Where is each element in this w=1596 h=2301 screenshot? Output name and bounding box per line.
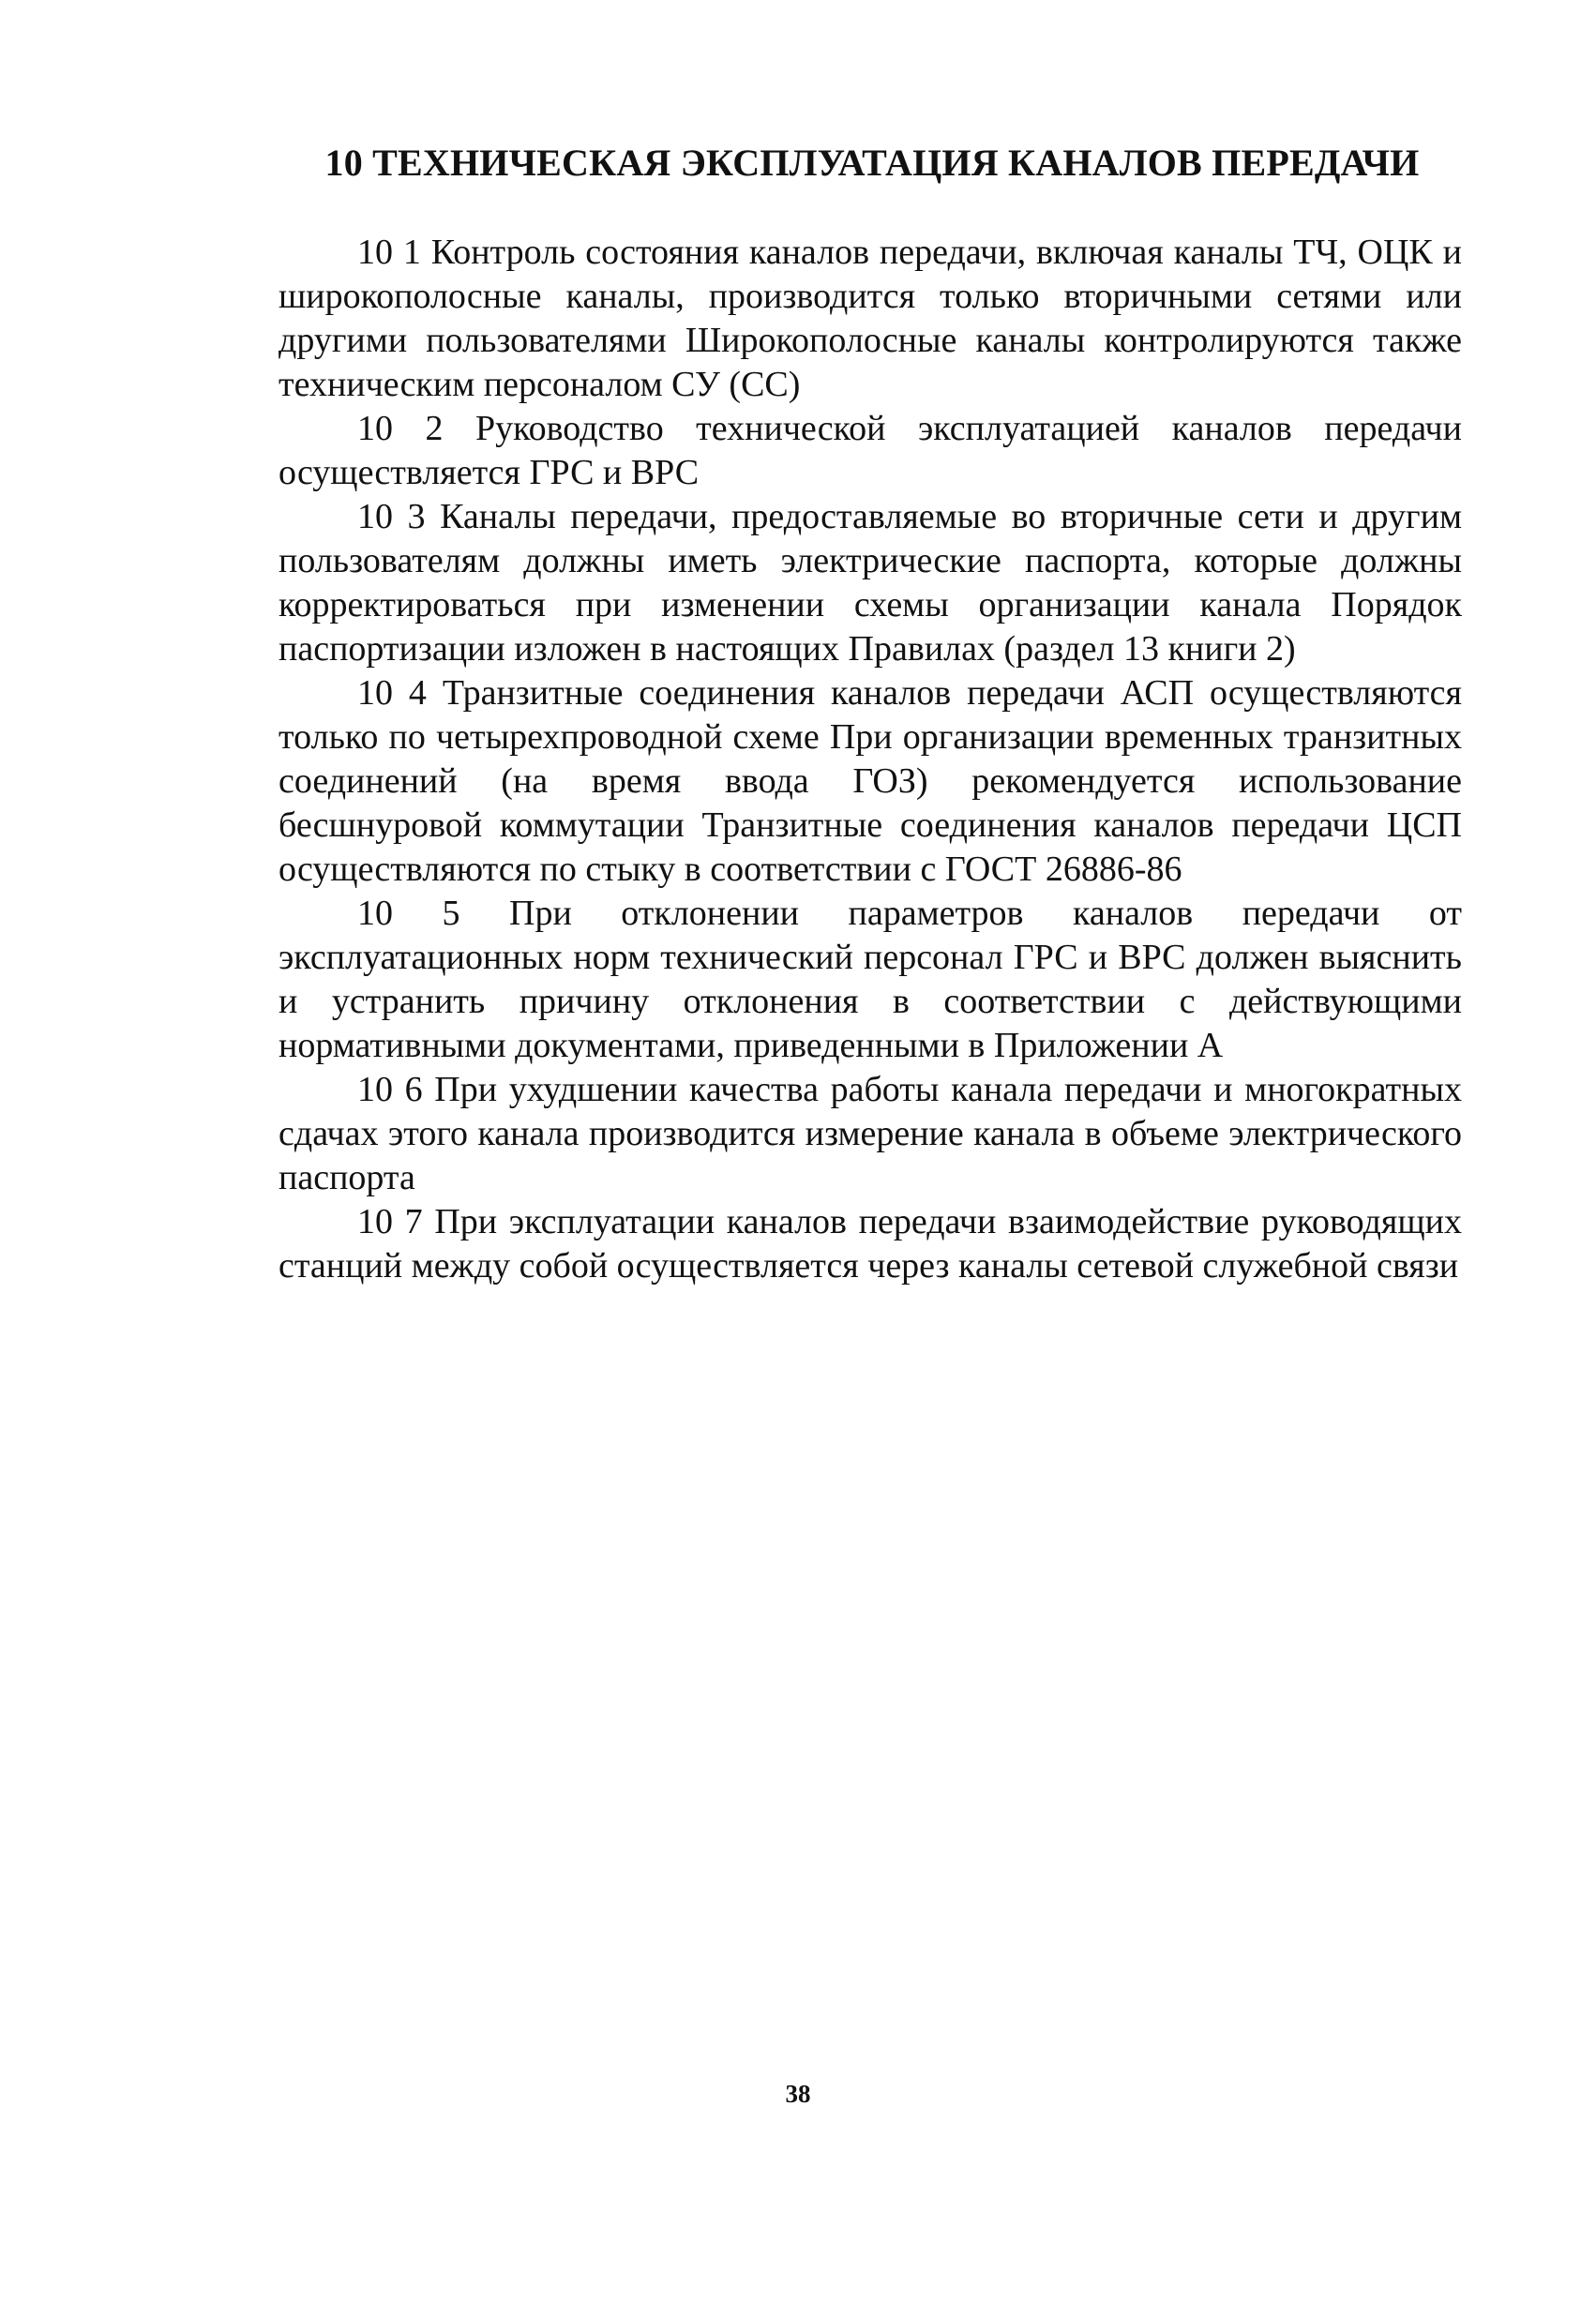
paragraph-10-6: 10 6 При ухудшении качества работы канала передачи и многократных сдачах этого канала производится измерение канала в объеме электрического паспорта bbox=[279, 1070, 1462, 1197]
paragraph-10-3: 10 3 Каналы передачи, предоставляемые во вторичные сети и другим пользователям должны иметь электрические паспорта, которые должны корректироваться при изменении схемы организации канала Порядок паспортизации изложен в настоящих Правилах (раздел 13 книги 2) bbox=[279, 497, 1462, 669]
paragraph-10-7: 10 7 При эксплуатации каналов передачи взаимодействие руководящих станций между собой осуществляется через каналы сетевой служебной связи bbox=[279, 1202, 1462, 1286]
paragraph-10-5: 10 5 При отклонении параметров каналов передачи от эксплуатационных норм технический персонал ГРС и ВРС должен выяснить и устранить причину отклонения в соответствии с действующими нормативными документами, приведенными в Приложении А bbox=[279, 894, 1462, 1065]
section-heading: 10 ТЕХНИЧЕСКАЯ ЭКСПЛУАТАЦИЯ КАНАЛОВ ПЕРЕДАЧИ bbox=[324, 142, 1420, 184]
paragraph-10-2: 10 2 Руководство технической эксплуатацией каналов передачи осуществляется ГРС и ВРС bbox=[279, 409, 1462, 492]
paragraph-10-1: 10 1 Контроль состояния каналов передачи, включая каналы ТЧ, ОЦК и широкополосные каналы, производится только вторичными сетями или другими пользователями Широкополосные каналы контролируются также техническим персоналом СУ (СС) bbox=[279, 233, 1462, 404]
page-number: 38 bbox=[785, 2080, 811, 2108]
section-body bbox=[279, 231, 1462, 1288]
paragraph-10-4: 10 4 Транзитные соединения каналов передачи АСП осуществляются только по четырехпроводной схеме При организации временных транзитных соединений (на время ввода ГОЗ) рекомендуется использование бесшнуровой коммутации Транзитные соединения каналов передачи ЦСП осуществляются по стыку в соответствии с ГОСТ 26886-86 bbox=[279, 673, 1462, 889]
